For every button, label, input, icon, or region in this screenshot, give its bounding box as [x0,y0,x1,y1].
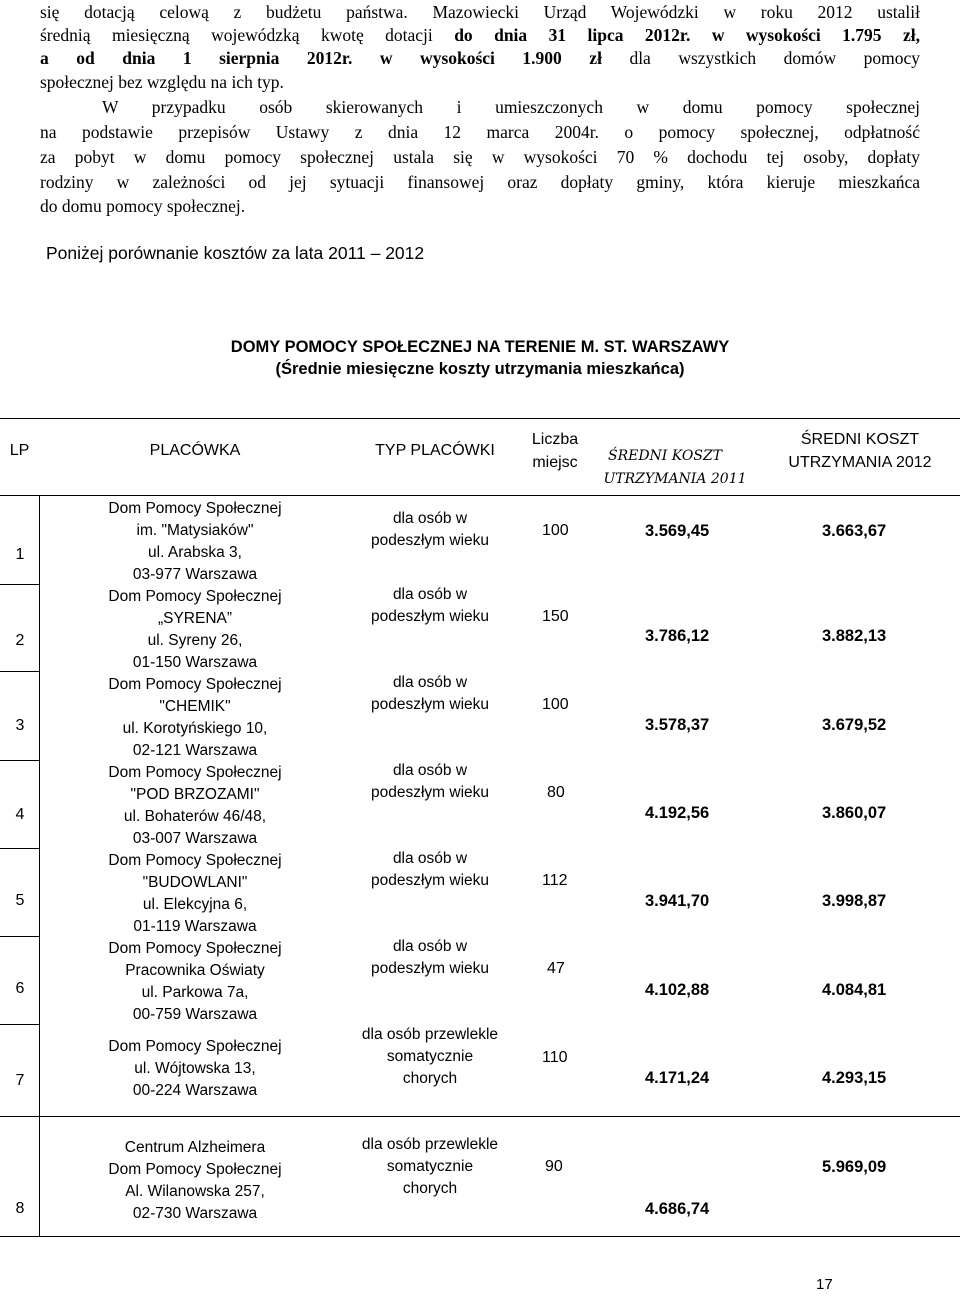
intro-line-2-start: średnią miesięczną wojewódzką kwotę dotacji [40,25,455,45]
row-1-name-line-4: 03-977 Warszawa [132,566,258,583]
row-2-name-line-1: Dom Pomocy Społecznej [108,588,282,605]
row-5-name-line-4: 01-119 Warszawa [133,918,257,935]
row-3-name-line-2: "CHEMIK" [159,698,231,715]
header-koszt2012-1: ŚREDNI KOSZT [800,431,920,448]
row-8-name-line-3: Al. Wilanowska 257, [125,1183,265,1200]
row-2-type [340,584,520,628]
row-3-cost-2011: 3.578,37 [645,716,710,734]
header-liczba-2: miejsc [532,454,578,471]
row-3-name-line-1: Dom Pomocy Społecznej [108,676,282,693]
row-2-type-line-2: podeszłym wieku [370,608,490,625]
row-5-lp: 5 [15,892,25,909]
row-2-cost-2012: 3.882,13 [822,627,887,645]
intro-line-3-bold: a od dnia 1 sierpnia 2012r. w wysokości 1.900 zł [40,48,602,68]
row-6-name-line-2: Pracownika Oświaty [125,962,265,979]
row-8-places: 90 [545,1158,563,1175]
row-5-type-line-1: dla osób w [392,850,468,867]
row-4-name-line-3: ul. Bohaterów 46/48, [123,808,267,825]
row-8-lp: 8 [15,1200,25,1217]
row-3-lp: 3 [15,717,25,734]
row-1-type [340,508,520,552]
header-liczba-1: Liczba [531,431,579,448]
header-koszt2011-2: UTRZYMANIA 2011 [603,471,747,487]
row-8-name-line-2: Dom Pomocy Społecznej [108,1161,282,1178]
row-2-places: 150 [542,608,569,625]
row-5-name-line-1: Dom Pomocy Społecznej [108,852,282,869]
row-3-type-line-1: dla osób w [392,674,468,691]
row-4-type-line-2: podeszłym wieku [370,784,490,801]
row-3-places: 100 [542,696,569,713]
row-2-name-line-3: ul. Syreny 26, [147,632,243,649]
lp-row-sep-1 [0,584,39,585]
intro-line-3-end: dla wszystkich domów pomocy [601,48,920,68]
row-6-cost-2011: 4.102,88 [645,981,710,999]
row-8-type-line-3: chorych [402,1180,458,1197]
row-4-name [80,762,310,850]
intro-line-4: społecznej bez względu na ich typ. [40,72,284,92]
row-8-name [80,1137,310,1225]
row-8-type [340,1134,520,1200]
header-bottom-border [0,495,960,496]
row-3-type [340,672,520,716]
row-1-cost-2011: 3.569,45 [645,522,710,540]
row-7-lp: 7 [15,1072,25,1089]
row-5-name-line-3: ul. Elekcyjna 6, [142,896,248,913]
comparison-text: Poniżej porównanie kosztów za lata 2011 – 2012 [46,243,425,263]
row-1-name [80,498,310,586]
row-2-name-line-2: „SYRENA” [157,610,233,627]
intro-line-6: na podstawie przepisów Ustawy z dnia 12 marca 2004r. o pomocy społecznej, odpłatność [40,122,920,142]
row-7-type-line-1: dla osób przewlekle [361,1026,499,1043]
row-4-places: 80 [547,784,565,801]
row-4-type [340,760,520,804]
header-koszt2012-2: UTRZYMANIA 2012 [788,454,932,471]
row-8-name-line-4: 02-730 Warszawa [132,1205,258,1222]
row-7-type-line-3: chorych [402,1070,458,1087]
row-2-lp: 2 [15,632,25,649]
intro-line-7: za pobyt w domu pomocy społecznej ustala się w wysokości 70 % dochodu tej osoby, dopłaty [40,147,920,167]
lp-row-sep-2 [0,671,39,672]
row-6-type [340,936,520,980]
intro-line-3 [40,48,920,69]
row-6-name [80,938,310,1026]
row-1-cost-2012: 3.663,67 [822,522,887,540]
row-7-name-line-2: ul. Wójtowska 13, [134,1060,256,1077]
row-7-places: 110 [542,1049,568,1066]
row-3-cost-2012: 3.679,52 [822,716,887,734]
table-subtitle: (Średnie miesięczne koszty utrzymania mieszkańca) [275,360,685,378]
row-7-type [340,1024,520,1090]
row-5-type [340,848,520,892]
row-2-name-line-4: 01-150 Warszawa [132,654,258,671]
main-rows-bottom-border [0,1116,960,1117]
row-3-name [80,674,310,762]
row-1-type-line-1: dla osób w [392,510,468,527]
intro-line-9: do domu pomocy społecznej. [40,196,246,216]
row-1-places: 100 [542,522,569,539]
intro-line-2-bold: do dnia 31 lipca 2012r. w wysokości 1.795 zł, [454,25,920,45]
lp-row-sep-5 [0,936,39,937]
row-2-type-line-1: dla osób w [392,586,468,603]
table-bottom-border [0,1236,960,1237]
row-4-name-line-1: Dom Pomocy Społecznej [108,764,282,781]
row-2-name [80,586,310,674]
row-6-name-line-4: 00-759 Warszawa [132,1006,258,1023]
row-4-lp: 4 [15,806,25,823]
lp-row-sep-3 [0,760,39,761]
row-6-name-line-1: Dom Pomocy Społecznej [108,940,282,957]
row-7-cost-2011: 4.171,24 [645,1069,710,1087]
row-4-name-line-2: "POD BRZOZAMI" [130,786,260,803]
row-5-places: 112 [542,872,568,889]
intro-line-2 [40,25,920,46]
row-3-name-line-3: ul. Korotyńskiego 10, [122,720,268,737]
row-8-name-line-1: Centrum Alzheimera [124,1139,266,1156]
intro-line-1: się dotacją celową z budżetu państwa. Mazowiecki Urząd Wojewódzki w roku 2012 ustalił [40,2,920,22]
row-1-type-line-2: podeszłym wieku [370,532,490,549]
row-6-name-line-3: ul. Parkowa 7a, [141,984,249,1001]
intro-line-8: rodziny w zależności od jej sytuacji finansowej oraz dopłaty gminy, która kieruje mieszkańca [40,172,920,192]
row-5-name [80,850,310,938]
row-5-cost-2011: 3.941,70 [645,892,710,910]
row-7-name [80,1036,310,1102]
table-title: DOMY POMOCY SPOŁECZNEJ NA TERENIE M. ST. WARSZAWY [230,338,730,356]
row-7-name-line-3: 00-224 Warszawa [132,1082,258,1099]
row-4-cost-2012: 3.860,07 [822,804,887,822]
row-1-name-line-2: im. "Matysiaków" [136,522,254,539]
header-lp: LP [9,442,30,459]
header-koszt2011-1: ŚREDNI KOSZT [607,448,723,464]
table-top-border [0,418,960,419]
row-5-type-line-2: podeszłym wieku [370,872,490,889]
row-5-name-line-2: "BUDOWLANI" [142,874,248,891]
row-7-type-line-2: somatycznie [386,1048,474,1065]
lp-row-sep-4 [0,848,39,849]
row-7-cost-2012: 4.293,15 [822,1069,887,1087]
row-8-cost-2011: 4.686,74 [645,1200,710,1218]
row-6-type-line-2: podeszłym wieku [370,960,490,977]
row-2-cost-2011: 3.786,12 [645,627,710,645]
row-6-places: 47 [547,960,565,977]
row-8-type-line-2: somatycznie [386,1158,474,1175]
lp-row-sep-6 [0,1024,39,1025]
row-8-cost-2012: 5.969,09 [822,1158,887,1176]
row-4-cost-2011: 4.192,56 [645,804,710,822]
row-5-cost-2012: 3.998,87 [822,892,887,910]
header-placowka: PLACÓWKA [149,442,241,459]
row-4-name-line-4: 03-007 Warszawa [132,830,258,847]
row-1-name-line-3: ul. Arabska 3, [148,544,242,561]
row-1-name-line-1: Dom Pomocy Społecznej [108,500,282,517]
row-4-type-line-1: dla osób w [392,762,468,779]
column-divider-lp [39,495,40,1236]
row-8-type-line-1: dla osób przewlekle [361,1136,499,1153]
row-7-name-line-1: Dom Pomocy Społecznej [108,1038,282,1055]
row-3-type-line-2: podeszłym wieku [370,696,490,713]
row-3-name-line-4: 02-121 Warszawa [132,742,258,759]
intro-line-5: W przypadku osób skierowanych i umieszczonych w domu pomocy społecznej [102,97,920,117]
page-number: 17 [816,1276,833,1293]
row-6-lp: 6 [15,980,25,997]
row-1-lp: 1 [15,546,25,563]
row-6-cost-2012: 4.084,81 [822,981,887,999]
header-typ: TYP PLACÓWKI [375,442,495,459]
row-6-type-line-1: dla osób w [392,938,468,955]
